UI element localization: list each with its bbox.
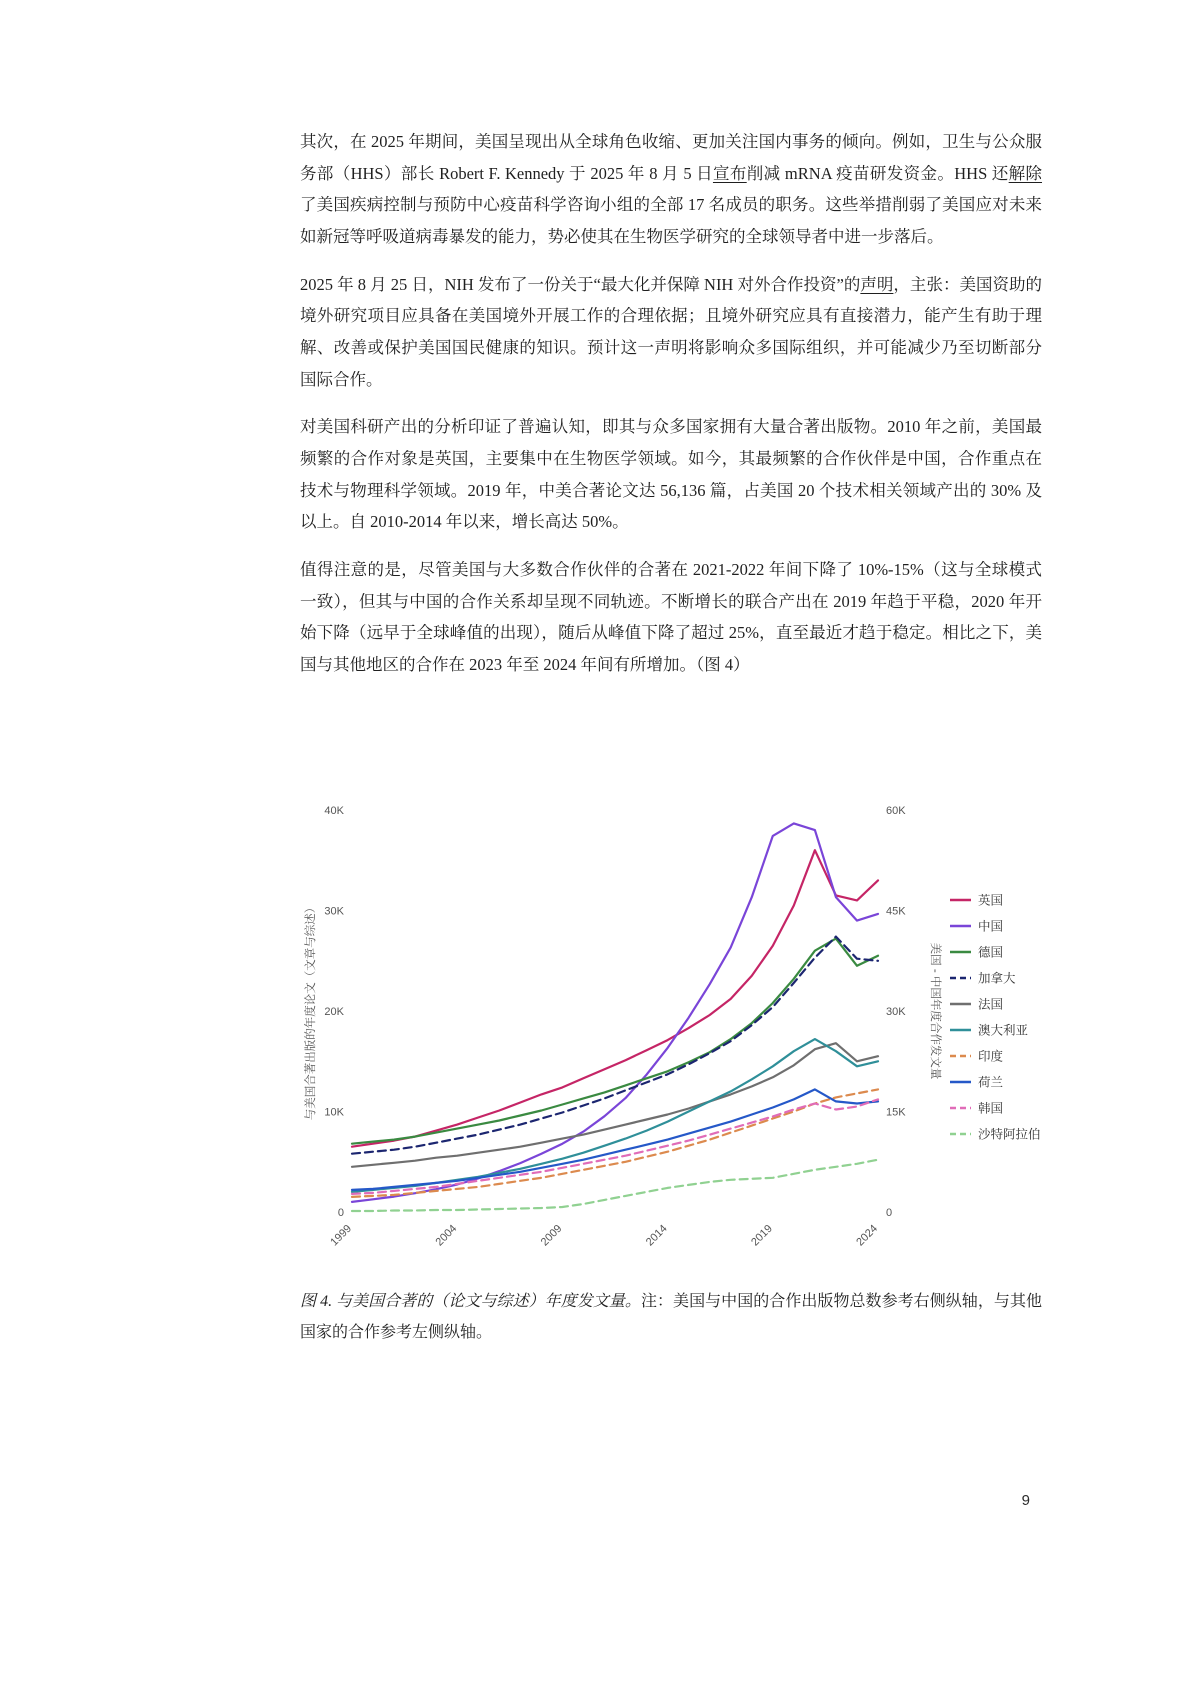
left-axis-ticks <box>324 805 344 1219</box>
p4-text: 值得注意的是，尽管美国与大多数合作伙伴的合著在 2021-2022 年间下降了 10%-15%（这与全球模式一致），但其与中国的合作关系却呈现不同轨迹。不断增长的联合产出在 2019 年趋于平稳，2020 年开始下降（远早于全球峰值的出现），随后从峰值下降了超过 25%，直至最近才趋于稳定。相比之下，美国与其他地区的合作在 2023 年至 2024 年间有所增加。（图 4） <box>300 560 1042 675</box>
chart-svg <box>300 780 1060 1280</box>
series-line-netherlands <box>352 1089 878 1190</box>
p1-link-announce[interactable]: 宣布 <box>712 163 747 183</box>
legend-label-canada: 加拿大 <box>978 971 1016 986</box>
right-tick-label: 45K <box>886 905 906 918</box>
series-line-france <box>352 1043 878 1167</box>
series-line-saudi <box>352 1160 878 1211</box>
figure-caption <box>300 1286 1042 1348</box>
left-tick-label: 30K <box>324 905 344 918</box>
right-tick-label: 60K <box>886 805 906 817</box>
p1-text-3: 了美国疾病控制与预防中心疫苗科学咨询小组的全部 17 名成员的职务。这些举措削弱了美国应对未来如新冠等呼吸道病毒暴发的能力，势必使其在生物医学研究的全球领导者中进一步落后。 <box>300 195 1042 247</box>
p2-text-1: 2025 年 8 月 25 日，NIH 发布了一份关于“最大化并保障 NIH 对外合作投资”的 <box>300 274 861 294</box>
legend-label-china: 中国 <box>978 919 1004 934</box>
legend-label-india: 印度 <box>978 1049 1004 1064</box>
paragraph-1 <box>300 126 1042 253</box>
body-text <box>300 126 1042 697</box>
right-tick-label: 0 <box>886 1207 893 1219</box>
legend-label-netherlands: 荷兰 <box>978 1075 1004 1090</box>
x-tick-label: 2024 <box>854 1222 881 1249</box>
paragraph-2 <box>300 269 1042 396</box>
left-tick-label: 10K <box>324 1106 344 1119</box>
page-number: 9 <box>1021 1492 1030 1509</box>
series-lines <box>352 823 878 1211</box>
paragraph-3 <box>300 411 1042 538</box>
series-line-uk <box>352 850 878 1146</box>
left-tick-label: 0 <box>337 1207 344 1219</box>
chart-legend <box>950 894 1041 1142</box>
p1-text-1: 其次，在 2025 年期间，美国呈现出从全球角色收缩、更加关注国内事务的倾向。例如，卫生与公众服务部（HHS）部长 Robert F. Kennedy 于 2025 年 8 月 5 日 <box>300 132 1042 183</box>
x-axis-ticks <box>328 1223 880 1249</box>
paragraph-4 <box>300 554 1042 681</box>
legend-label-saudi: 沙特阿拉伯 <box>978 1127 1041 1142</box>
p1-text-2: 削减 mRNA 疫苗研发资金。HHS 还 <box>746 163 1009 183</box>
left-tick-label: 40K <box>324 805 344 817</box>
x-tick-label: 2004 <box>433 1222 460 1249</box>
x-tick-label: 2009 <box>538 1222 565 1249</box>
legend-label-germany: 德国 <box>978 945 1004 960</box>
legend-label-korea: 韩国 <box>978 1101 1004 1116</box>
x-tick-label: 2019 <box>749 1222 775 1249</box>
x-tick-label: 1999 <box>328 1222 355 1249</box>
left-axis-title: 与美国合著出版的年度论文（文章与综述） <box>305 901 317 1121</box>
legend-label-uk: 英国 <box>978 893 1004 908</box>
p3-text: 对美国科研产出的分析印证了普遍认知，即其与众多国家拥有大量合著出版物。2010 年之前，美国最频繁的合作对象是英国，主要集中在生物医学领域。如今，其最频繁的合作伙伴是中国，合作重点在技术与物理科学领域。2019 年，中美合著论文达 56,136 篇，占美国 20 个技术相关领域产出的 30% 及以上。自 2010-2014 年以来，增长高达 50%。 <box>300 417 1042 532</box>
figure-4-chart <box>300 780 1060 1280</box>
right-tick-label: 15K <box>886 1106 906 1119</box>
series-line-korea <box>352 1099 878 1194</box>
series-line-china <box>352 823 878 1202</box>
right-axis-ticks <box>886 805 906 1219</box>
p2-text-2: ，主张：美国资助的境外研究项目应具备在美国境外开展工作的合理依据；且境外研究应具有直接潜力，能产生有助于理解、改善或保护美国国民健康的知识。预计这一声明将影响众多国际组织，并可能减少乃至切断部分国际合作。 <box>300 274 1043 389</box>
x-tick-label: 2014 <box>643 1222 670 1249</box>
right-axis-title: 美国 - 中国年度合作发文量 <box>929 942 941 1080</box>
p1-link-dismiss[interactable]: 解除 <box>1008 163 1043 183</box>
series-line-canada <box>352 937 878 1154</box>
series-line-germany <box>352 939 878 1144</box>
legend-label-australia: 澳大利亚 <box>978 1023 1029 1038</box>
figure-caption-title: 图 4. 与美国合著的（论文与综述）年度发文量。 <box>300 1293 641 1310</box>
legend-label-france: 法国 <box>978 997 1004 1012</box>
left-tick-label: 20K <box>324 1006 344 1018</box>
figure-caption-note: 注：美国与中国的合作出版物总数参考右侧纵轴，与其他国家的合作参考左侧纵轴。 <box>300 1293 1042 1342</box>
right-tick-label: 30K <box>886 1006 906 1018</box>
p2-link-statement[interactable]: 声明 <box>860 274 894 294</box>
